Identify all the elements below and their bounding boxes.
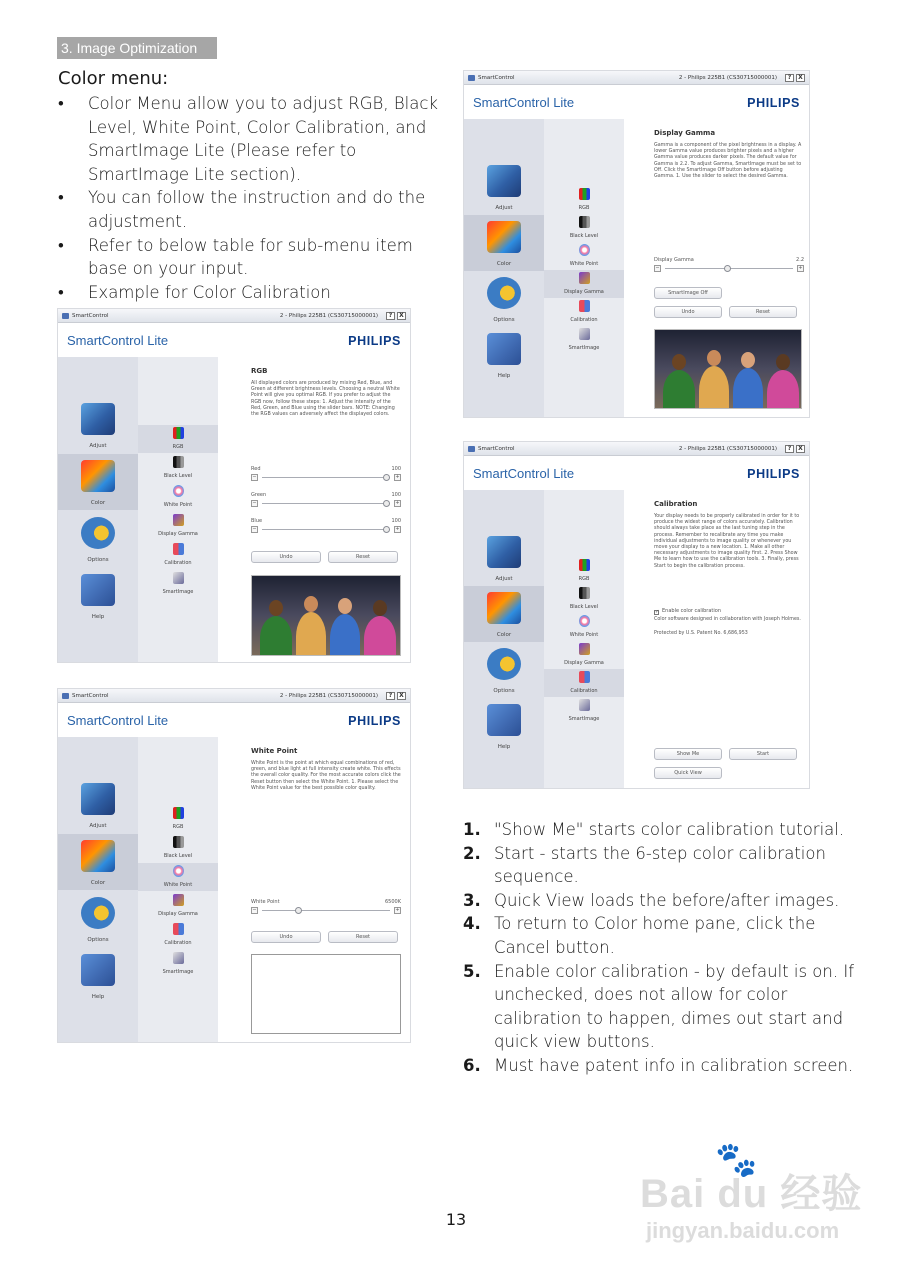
watermark-logo: Bai du 经验 (640, 1172, 863, 1216)
content-pane (218, 357, 410, 662)
nav-color[interactable] (464, 586, 544, 642)
rgb-icon (579, 559, 590, 571)
philips-logo: PHILIPS (348, 334, 401, 348)
gamma-slider[interactable] (654, 257, 804, 275)
white-point-icon (579, 615, 590, 627)
black-level-icon (173, 836, 184, 848)
green-slider[interactable] (251, 492, 401, 510)
undo-button[interactable]: Undo (654, 306, 722, 318)
nav-label: Color (90, 500, 106, 506)
slider-knob[interactable] (295, 907, 302, 914)
pane-description: All displayed colors are produced by mixing Red, Blue, and Green at different brightness levels. Choosing a neutral White Point will give you optimal RGB. If you prefer to adjust the RGB now, follow these steps: 1. Adjust the intensity of the Red, Green, and Blue using the slider bars. NOTE: Changing the RGB values can adversely affect the displayed colors. (251, 381, 400, 418)
calibration-icon (579, 671, 590, 683)
smartimage-off-button[interactable]: SmartImage Off (654, 287, 722, 299)
rgb-icon (579, 188, 590, 200)
pane-title: Calibration (654, 500, 698, 508)
nav-color[interactable] (464, 215, 544, 271)
plus-button[interactable]: + (395, 474, 400, 480)
numbered-item (463, 889, 863, 913)
subnav-label: SmartImage (568, 716, 600, 722)
plus-button[interactable]: + (798, 265, 803, 271)
subnav-black-level[interactable] (544, 585, 624, 613)
subnav-label: SmartImage (162, 969, 194, 975)
reset-button[interactable]: Reset (729, 306, 797, 318)
philips-logo: PHILIPS (747, 467, 800, 481)
slider-value: 100 (391, 492, 401, 498)
help-button[interactable]: ? (785, 445, 794, 453)
content-pane (624, 490, 809, 788)
reset-button[interactable]: Reset (328, 551, 398, 563)
app-icon (468, 75, 475, 81)
plus-button[interactable]: + (395, 907, 400, 913)
screenshot-calibration (463, 441, 810, 789)
nav-label: Options (493, 688, 515, 694)
nav-color[interactable] (58, 454, 138, 510)
app-name: SmartControl (72, 693, 109, 699)
philips-logo: PHILIPS (348, 714, 401, 728)
nav-adjust[interactable] (464, 530, 544, 586)
bullet-item: • Refer to below table for sub-menu item base on your input. (58, 234, 438, 281)
watermark-url: jingyan.baidu.com (646, 1218, 840, 1243)
title-bar (58, 309, 410, 323)
slider-label: Green (251, 492, 267, 498)
options-icon (81, 517, 115, 549)
main-nav (464, 490, 544, 788)
slider-label: White Point (251, 899, 280, 905)
subnav-label: White Point (569, 261, 599, 267)
app-name: SmartControl (72, 313, 109, 319)
subnav-calibration[interactable] (138, 541, 218, 569)
subnav-label: Display Gamma (564, 660, 604, 666)
subnav-label: White Point (163, 502, 193, 508)
numbered-item (463, 960, 863, 1054)
close-button[interactable]: X (397, 312, 406, 320)
numbered-item (463, 912, 863, 959)
brand-title: SmartControl Lite (67, 333, 169, 348)
bullet-item: • Color Menu allow you to adjust RGB, Black Level, White Point, Color Calibration, and SmartImage Lite (Please refer to SmartImage Lite section). (58, 92, 438, 186)
item-text: Must have patent info in calibration screen. (494, 1055, 854, 1075)
subnav-label: Display Gamma (564, 289, 604, 295)
slider-value: 2.2 (796, 257, 804, 263)
subnav-calibration[interactable] (544, 298, 624, 326)
monitor-model: 2 - Philips 225B1 (CS30715000001) (678, 75, 777, 81)
content-pane (218, 737, 410, 1042)
item-text: Enable color calibration - by default is on. If unchecked, does not allow for color calibration to happen, dimes out start and quick view buttons. (494, 961, 855, 1052)
screenshot-display-gamma (463, 70, 810, 418)
display-gamma-icon (579, 272, 590, 284)
paw-icon: 🐾 (715, 1141, 758, 1179)
plus-button[interactable]: + (395, 526, 400, 532)
item-text: "Show Me" starts color calibration tutorial. (494, 820, 845, 839)
options-icon (81, 897, 115, 929)
checkbox-label: Enable color calibration (662, 608, 721, 614)
subnav-rgb[interactable] (138, 805, 218, 833)
color-icon (487, 592, 521, 624)
numbered-item (463, 1054, 863, 1078)
enable-calibration-checkbox[interactable] (654, 608, 721, 615)
calibration-icon (173, 923, 184, 935)
subnav-display-gamma[interactable] (138, 892, 218, 920)
black-level-icon (579, 216, 590, 228)
bullet-item: • Example for Color Calibration (58, 281, 438, 305)
slider-knob[interactable] (383, 500, 390, 507)
subnav-display-gamma[interactable] (544, 641, 624, 669)
subnav-label: RGB (578, 576, 590, 582)
checkbox-icon[interactable]: ✓ (655, 609, 660, 615)
slider-label: Display Gamma (654, 257, 694, 263)
options-icon (487, 277, 521, 309)
nav-label: Color (496, 261, 512, 267)
minus-button[interactable]: − (252, 474, 257, 480)
minus-button[interactable]: − (655, 265, 660, 271)
subnav-label: Black Level (569, 604, 599, 610)
help-icon (487, 704, 521, 736)
nav-label: Adjust (89, 443, 107, 449)
slider-label: Blue (251, 518, 263, 524)
undo-button[interactable]: Undo (251, 931, 321, 943)
credit-text: Color software designed in collaboration with Joseph Holmes. (654, 617, 801, 622)
subnav-label: Black Level (569, 233, 599, 239)
pane-description: Gamma is a component of the pixel brightness in a display. A lower Gamma value produces brighter pixels and a higher Gamma value produces darker pixels. The default value for Gamma is 2.2. To adjust Gamma, SmartImage must be set to Off. Click the SmartImage Off button before adjusting Gamma. 1. Use the slider to select the desired Gamma. (654, 143, 802, 180)
content-pane (624, 119, 809, 417)
main-nav (58, 357, 138, 662)
subnav-rgb[interactable] (544, 557, 624, 585)
nav-label: Options (87, 937, 109, 943)
item-number: 1. (463, 820, 481, 839)
subnav-label: RGB (578, 205, 590, 211)
numbered-list (463, 818, 863, 1078)
patent-text: Protected by U.S. Patent No. 6,686,953 (654, 631, 748, 636)
nav-label: Help (91, 614, 105, 620)
title-bar (464, 71, 809, 85)
adjust-icon (487, 536, 521, 568)
item-text: To return to Color home pane, click the Cancel button. (494, 914, 816, 957)
app-name: SmartControl (478, 75, 515, 81)
baidu-watermark (640, 1140, 870, 1250)
brand-title: SmartControl Lite (473, 466, 575, 481)
slider-knob[interactable] (383, 474, 390, 481)
help-icon (81, 574, 115, 606)
slider-value: 100 (391, 466, 401, 472)
subnav-label: RGB (172, 824, 184, 830)
header (58, 323, 410, 357)
brand-title: SmartControl Lite (67, 713, 169, 728)
smartimage-icon (173, 572, 184, 584)
subnav-label: Calibration (570, 317, 598, 323)
subnav-rgb[interactable] (138, 425, 218, 453)
subnav-white-point[interactable] (544, 242, 624, 270)
item-number: 5. (463, 961, 481, 981)
nav-options[interactable] (464, 271, 544, 327)
subnav-label: Black Level (163, 853, 193, 859)
header (464, 85, 809, 119)
show-me-button[interactable]: Show Me (654, 748, 722, 760)
color-menu-heading: Color menu: (58, 68, 169, 89)
nav-options[interactable] (464, 642, 544, 698)
nav-label: Adjust (495, 576, 513, 582)
bullet-item: • You can follow the instruction and do the adjustment. (58, 186, 438, 233)
adjust-icon (81, 403, 115, 435)
blue-slider[interactable] (251, 518, 401, 536)
start-button[interactable]: Start (729, 748, 797, 760)
slider-knob[interactable] (383, 526, 390, 533)
close-button[interactable]: X (397, 692, 406, 700)
help-icon (81, 954, 115, 986)
section-tag: 3. Image Optimization (57, 37, 217, 59)
sub-nav (544, 119, 624, 417)
nav-label: Color (90, 880, 106, 886)
subnav-smartimage[interactable] (544, 697, 624, 725)
monitor-model: 2 - Philips 225B1 (CS30715000001) (279, 313, 378, 319)
app-icon (468, 446, 475, 452)
numbered-item (463, 842, 863, 889)
red-slider[interactable] (251, 466, 401, 484)
item-number: 4. (463, 914, 481, 934)
help-button[interactable]: ? (386, 692, 395, 700)
rgb-icon (173, 807, 184, 819)
subnav-smartimage[interactable] (138, 950, 218, 978)
sub-nav (138, 737, 218, 1042)
color-icon (81, 840, 115, 872)
subnav-rgb[interactable] (544, 186, 624, 214)
subnav-label: Calibration (164, 560, 192, 566)
pane-description: Your display needs to be properly calibrated in order for it to produce the widest range of colors accurately. Calibration should always take place as the last tuning step in the process. Remember to recalibrate any time you make individual adjustments to image quality or whenever you move your display to a new location. 1. Make all other necessary adjustments to image quality first. 2. Press Show Me to learn how to use the calibration tools. 3. Finally, press Start to begin the calibration process. (654, 514, 800, 569)
screenshot-rgb (57, 308, 411, 663)
nav-label: Help (91, 994, 105, 1000)
title-bar (464, 442, 809, 456)
bullet-list (58, 92, 438, 304)
help-icon (487, 333, 521, 365)
main-nav (58, 737, 138, 1042)
white-point-icon (173, 485, 184, 497)
minus-button[interactable]: − (252, 907, 257, 913)
subnav-calibration[interactable] (138, 921, 218, 949)
quick-view-button[interactable]: Quick View (654, 767, 722, 779)
options-icon (487, 648, 521, 680)
nav-label: Color (496, 632, 512, 638)
nav-adjust[interactable] (58, 397, 138, 453)
item-number: 6. (463, 1055, 481, 1075)
subnav-black-level[interactable] (138, 834, 218, 862)
pane-title: RGB (251, 367, 268, 375)
sample-photo (654, 329, 802, 409)
item-number: 3. (463, 890, 481, 910)
header (464, 456, 809, 490)
nav-adjust[interactable] (58, 777, 138, 833)
nav-label: Options (87, 557, 109, 563)
slider-label: Red (251, 466, 261, 472)
display-gamma-icon (173, 894, 184, 906)
slider-knob[interactable] (724, 265, 731, 272)
item-text: Start - starts the 6-step color calibration sequence. (494, 843, 826, 887)
screenshot-white-point (57, 688, 411, 1043)
subnav-white-point[interactable] (138, 483, 218, 511)
nav-label: Adjust (495, 205, 513, 211)
subnav-display-gamma[interactable] (544, 270, 624, 298)
app-name: SmartControl (478, 446, 515, 452)
help-button[interactable]: ? (386, 312, 395, 320)
rgb-icon (173, 427, 184, 439)
reset-button[interactable]: Reset (328, 931, 398, 943)
brand-title: SmartControl Lite (473, 95, 575, 110)
pane-description: White Point is the point at which equal combinations of red, green, and blue light at full intensity create white. This effects the overall color quality. For the most accurate colors click the Reset button then select the White Point. 1. Please select the White Point value for the best possible color quality. (251, 761, 401, 791)
subnav-label: Display Gamma (158, 531, 198, 537)
subnav-label: Calibration (570, 688, 598, 694)
color-icon (81, 460, 115, 492)
close-button[interactable]: X (796, 74, 805, 82)
adjust-icon (81, 783, 115, 815)
smartimage-icon (173, 952, 184, 964)
main-nav (464, 119, 544, 417)
pane-title: White Point (251, 747, 298, 755)
monitor-model: 2 - Philips 225B1 (CS30715000001) (279, 693, 378, 699)
nav-color[interactable] (58, 834, 138, 890)
smartimage-icon (579, 328, 590, 340)
subnav-label: White Point (569, 632, 599, 638)
preview-box (251, 954, 401, 1034)
calibration-icon (173, 543, 184, 555)
monitor-model: 2 - Philips 225B1 (CS30715000001) (678, 446, 777, 452)
minus-button[interactable]: − (252, 526, 257, 532)
nav-label: Help (497, 373, 511, 379)
subnav-smartimage[interactable] (544, 326, 624, 354)
nav-help[interactable] (58, 948, 138, 1004)
subnav-black-level[interactable] (544, 214, 624, 242)
numbered-item (463, 818, 863, 842)
nav-help[interactable] (464, 698, 544, 754)
subnav-display-gamma[interactable] (138, 512, 218, 540)
subnav-label: Black Level (163, 473, 193, 479)
nav-help[interactable] (464, 327, 544, 383)
display-gamma-icon (173, 514, 184, 526)
help-button[interactable]: ? (785, 74, 794, 82)
subnav-black-level[interactable] (138, 454, 218, 482)
subnav-label: Display Gamma (158, 911, 198, 917)
adjust-icon (487, 165, 521, 197)
app-icon (62, 693, 69, 699)
subnav-white-point[interactable] (544, 613, 624, 641)
nav-options[interactable] (58, 891, 138, 947)
subnav-label: RGB (172, 444, 184, 450)
plus-button[interactable]: + (395, 500, 400, 506)
sub-nav (138, 357, 218, 662)
white-point-icon (579, 244, 590, 256)
black-level-icon (579, 587, 590, 599)
sample-photo (251, 575, 401, 656)
calibration-icon (579, 300, 590, 312)
slider-value: 100 (391, 518, 401, 524)
item-number: 2. (463, 843, 481, 863)
subnav-smartimage[interactable] (138, 570, 218, 598)
sub-nav (544, 490, 624, 788)
slider-value: 6500K (384, 899, 401, 905)
subnav-calibration[interactable] (544, 669, 624, 697)
nav-label: Help (497, 744, 511, 750)
subnav-label: White Point (163, 882, 193, 888)
item-text: Quick View loads the before/after images. (494, 890, 840, 910)
display-gamma-icon (579, 643, 590, 655)
nav-help[interactable] (58, 568, 138, 624)
minus-button[interactable]: − (252, 500, 257, 506)
nav-label: Adjust (89, 823, 107, 829)
subnav-label: SmartImage (568, 345, 600, 351)
app-icon (62, 313, 69, 319)
nav-label: Options (493, 317, 515, 323)
subnav-white-point[interactable] (138, 863, 218, 891)
close-button[interactable]: X (796, 445, 805, 453)
philips-logo: PHILIPS (747, 96, 800, 110)
header (58, 703, 410, 737)
pane-title: Display Gamma (654, 129, 716, 137)
title-bar (58, 689, 410, 703)
smartimage-icon (579, 699, 590, 711)
black-level-icon (173, 456, 184, 468)
white-point-slider[interactable] (251, 899, 401, 917)
nav-options[interactable] (58, 511, 138, 567)
nav-adjust[interactable] (464, 159, 544, 215)
subnav-label: SmartImage (162, 589, 194, 595)
white-point-icon (173, 865, 184, 877)
undo-button[interactable]: Undo (251, 551, 321, 563)
page-number: 13 (445, 1210, 467, 1229)
color-icon (487, 221, 521, 253)
subnav-label: Calibration (164, 940, 192, 946)
